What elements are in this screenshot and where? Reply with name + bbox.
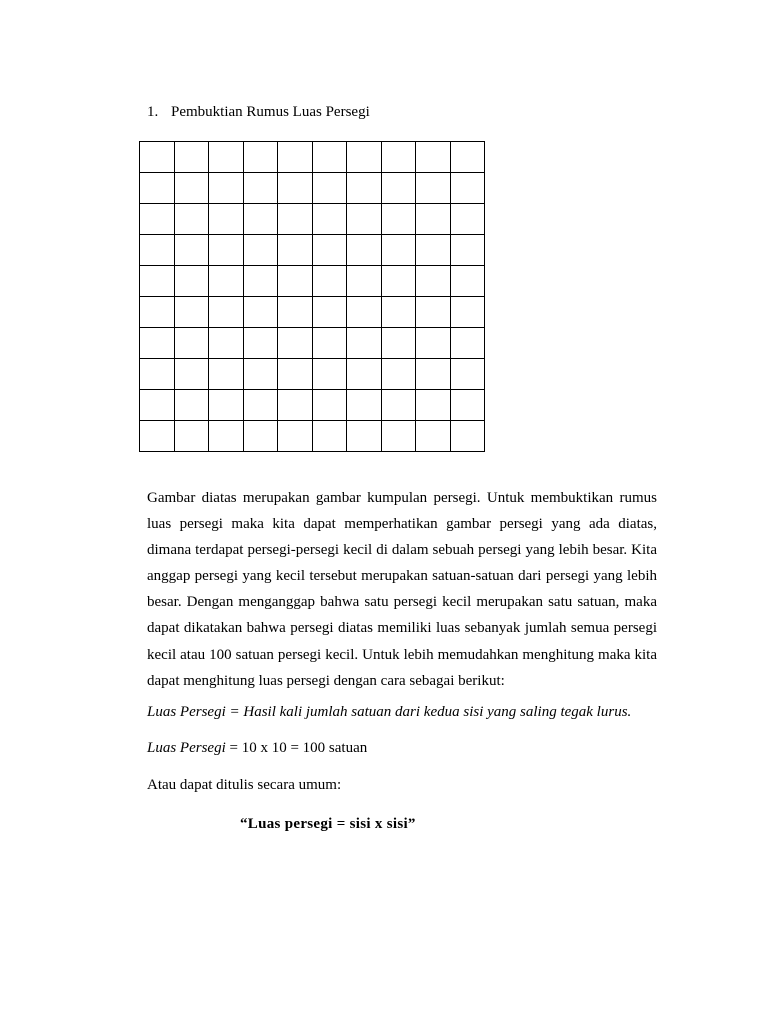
grid-cell [416,204,451,235]
grid-cell [209,266,244,297]
grid-cell [209,390,244,421]
grid-cell [312,266,347,297]
grid-cell [381,235,416,266]
grid-cell [381,204,416,235]
grid-cell [140,204,175,235]
grid-cell [174,173,209,204]
grid-cell [209,328,244,359]
grid-row [140,204,485,235]
grid-cell [450,266,485,297]
grid-cell [312,359,347,390]
grid-cell [278,142,313,173]
grid-row [140,421,485,452]
grid-cell [278,235,313,266]
grid-cell [347,328,382,359]
grid-row [140,173,485,204]
grid-cell [312,297,347,328]
grid-cell [140,359,175,390]
grid-cell [243,142,278,173]
grid-cell [450,204,485,235]
formula-definition: Luas Persegi = Hasil kali jumlah satuan dari kedua sisi yang saling tegak lurus. [147,704,632,720]
grid-cell [209,297,244,328]
square-grid [139,141,485,452]
grid-cell [209,421,244,452]
grid-row [140,359,485,390]
grid-cell [450,328,485,359]
grid-cell [174,204,209,235]
grid-cell [347,297,382,328]
grid-cell [174,421,209,452]
section-number: 1. [147,104,159,120]
grid-cell [209,142,244,173]
grid-cell [381,359,416,390]
grid-cell [347,235,382,266]
grid-cell [278,173,313,204]
grid-cell [312,142,347,173]
grid-cell [347,173,382,204]
grid-cell [312,328,347,359]
grid-cell [174,235,209,266]
grid-row [140,297,485,328]
grid-cell [174,390,209,421]
grid-cell [381,390,416,421]
grid-cell [416,173,451,204]
grid-cell [140,328,175,359]
grid-cell [243,204,278,235]
grid-cell [450,390,485,421]
grid-cell [381,266,416,297]
grid-cell [381,142,416,173]
grid-cell [140,173,175,204]
grid-cell [243,359,278,390]
grid-cell [312,173,347,204]
grid-cell [347,359,382,390]
grid-cell [450,173,485,204]
grid-cell [450,297,485,328]
grid-cell [312,421,347,452]
grid-cell [416,421,451,452]
grid-cell [381,173,416,204]
grid-cell [140,235,175,266]
formula-example-value: = 10 x 10 = 100 satuan [225,740,368,756]
grid-cell [347,204,382,235]
grid-cell [278,297,313,328]
grid-cell [243,421,278,452]
grid-row [140,235,485,266]
grid-cell [450,235,485,266]
grid-cell [278,390,313,421]
grid-cell [312,390,347,421]
grid-cell [381,328,416,359]
grid-cell [416,328,451,359]
section-title: Pembuktian Rumus Luas Persegi [171,104,370,120]
grid-cell [209,173,244,204]
general-formula: “Luas persegi = sisi x sisi” [240,816,416,832]
grid-cell [278,328,313,359]
grid-cell [174,142,209,173]
grid-cell [416,359,451,390]
grid-cell [347,421,382,452]
grid-cell [278,421,313,452]
grid-cell [140,297,175,328]
grid-cell [243,173,278,204]
grid-cell [243,266,278,297]
grid-cell [450,359,485,390]
general-intro: Atau dapat ditulis secara umum: [147,777,342,793]
grid-cell [347,266,382,297]
grid-cell [243,297,278,328]
grid-cell [278,204,313,235]
grid-cell [243,235,278,266]
body-paragraph: Gambar diatas merupakan gambar kumpulan persegi. Untuk membuktikan rumus luas persegi maka kita dapat memperhatikan gambar persegi yang ada diatas, dimana terdapat persegi-persegi kecil di dalam sebuah persegi yang lebih besar. Kita anggap persegi yang kecil tersebut merupakan satuan-satuan dari persegi yang lebih besar. Dengan menganggap bahwa satu persegi kecil merupakan satu satuan, maka dapat dikatakan bahwa persegi diatas memiliki luas sebanyak jumlah semua persegi kecil atau 100 satuan persegi kecil. Untuk lebih memudahkan menghitung maka kita dapat menghitung luas persegi dengan cara sebagai berikut: [147,490,657,689]
grid-cell [416,235,451,266]
grid-cell [416,297,451,328]
grid-cell [174,266,209,297]
grid-row [140,390,485,421]
grid-cell [416,142,451,173]
grid-cell [312,235,347,266]
grid-cell [140,266,175,297]
grid-cell [209,204,244,235]
grid-cell [278,266,313,297]
grid-cell [209,359,244,390]
grid-cell [278,359,313,390]
grid-cell [450,142,485,173]
grid-cell [416,266,451,297]
grid-cell [209,235,244,266]
section-heading [147,102,370,122]
formula-example-label: Luas Persegi [147,740,226,756]
grid-cell [140,421,175,452]
grid-cell [312,204,347,235]
grid-cell [347,390,382,421]
grid-row [140,142,485,173]
grid-cell [381,421,416,452]
grid-cell [243,390,278,421]
grid-cell [347,142,382,173]
grid-cell [416,390,451,421]
formula-example [147,738,367,758]
grid-cell [140,142,175,173]
grid-cell [140,390,175,421]
grid-cell [243,328,278,359]
grid-cell [174,328,209,359]
grid-cell [174,297,209,328]
grid-row [140,266,485,297]
grid-cell [450,421,485,452]
grid-cell [174,359,209,390]
grid-row [140,328,485,359]
grid-cell [381,297,416,328]
